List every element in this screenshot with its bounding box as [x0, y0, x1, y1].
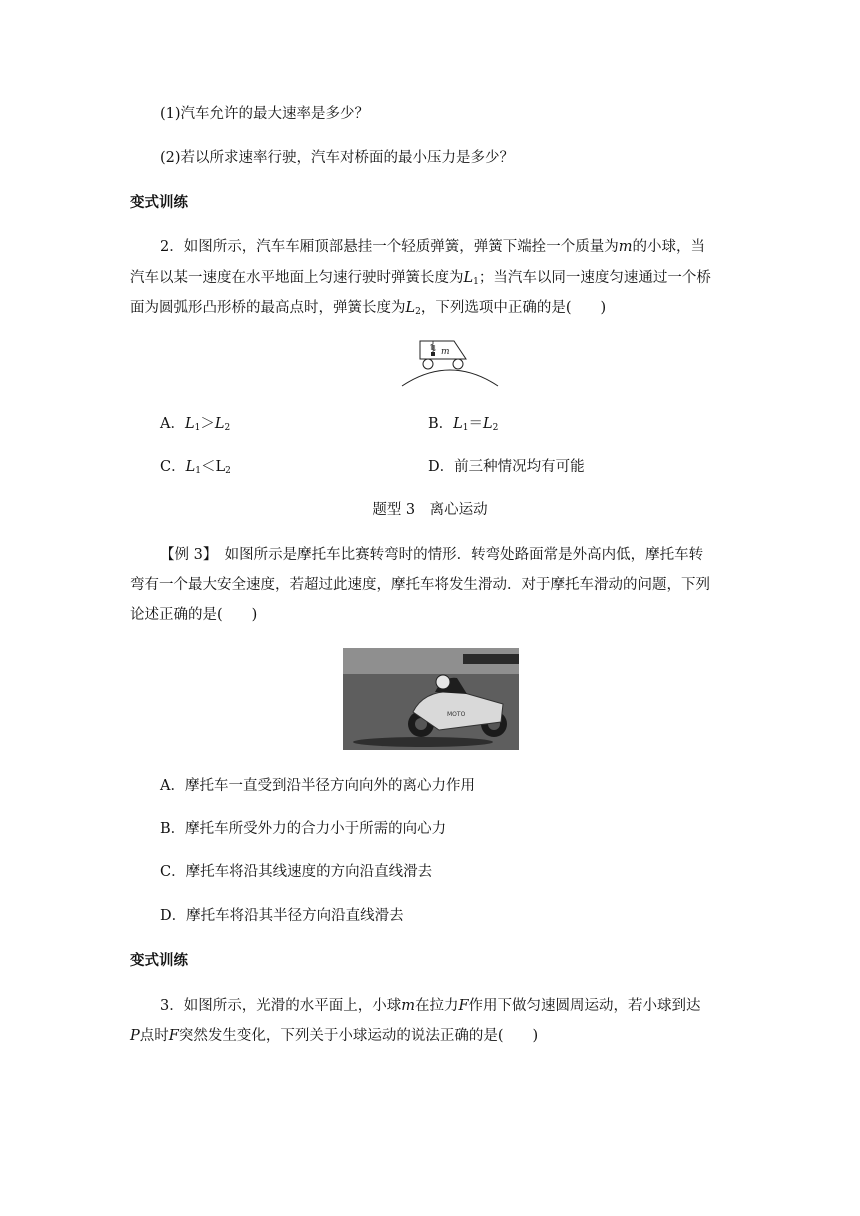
- photo-decal-text: MOTO: [447, 711, 466, 718]
- photo-banner: [463, 654, 519, 664]
- example-3-line3: 论述正确的是( ): [130, 607, 258, 623]
- section-heading-variant-1: 变式训练: [130, 195, 188, 211]
- example-3-option-d: D．摩托车将沿其半径方向沿直线滑去: [160, 908, 404, 924]
- q3-line2: P点时F突然发生变化，下列关于小球运动的说法正确的是( ): [130, 1028, 539, 1044]
- q2-option-d: D．前三种情况均有可能: [428, 459, 585, 475]
- car-on-bridge-figure: [400, 336, 500, 390]
- q1-part2: (2)若以所求速率行驶，汽车对桥面的最小压力是多少？: [160, 150, 515, 166]
- q2-line3: 面为圆弧形凸形桥的最高点时，弹簧长度为$L_2$，下列选项中正确的是( ): [130, 300, 607, 317]
- ball: [431, 352, 435, 356]
- example-3-line1: 【例 3】 如图所示是摩托车比赛转弯时的情形．转弯处路面常是外高内低，摩托车转: [160, 547, 704, 563]
- bridge-arc: [402, 370, 498, 386]
- section-heading-variant-2: 变式训练: [130, 953, 188, 969]
- mass-label: m: [441, 347, 450, 357]
- q1-part1: (1)汽车允许的最大速率是多少？: [160, 106, 370, 122]
- topic-3-title: 题型 3 离心运动: [372, 502, 488, 518]
- q2-line2: 汽车以某一速度在水平地面上匀速行驶时弹簧长度为$L_1$；当汽车以同一速度匀速通过一个桥: [130, 270, 711, 287]
- photo-helmet: [436, 675, 450, 689]
- example-3-option-a: A．摩托车一直受到沿半径方向向外的离心力作用: [160, 778, 475, 794]
- q2-option-c: C．$L_1<L_2$: [160, 459, 231, 476]
- q3-line1: 3．如图所示，光滑的水平面上，小球m在拉力F作用下做匀速圆周运动，若小球到达: [160, 998, 701, 1014]
- example-3-option-c: C．摩托车将沿其线速度的方向沿直线滑去: [160, 864, 433, 880]
- motorcycle-photo: [343, 648, 519, 750]
- q2-line1: 2．如图所示，汽车车厢顶部悬挂一个轻质弹簧，弹簧下端拴一个质量为m的小球，当: [160, 239, 705, 255]
- example-3-tag: 【例 3】: [160, 547, 211, 563]
- example-3-line2: 弯有一个最大安全速度，若超过此速度，摩托车将发生滑动．对于摩托车滑动的问题，下列: [130, 577, 710, 593]
- motorcycle-illustration: [343, 648, 519, 750]
- front-wheel: [423, 359, 433, 369]
- q2-option-a: A．$L_1>L_2$: [160, 416, 231, 433]
- rear-wheel: [453, 359, 463, 369]
- q2-option-b: B．$L_1=L_2$: [428, 416, 499, 433]
- photo-shadow: [353, 737, 493, 747]
- example-3-option-b: B．摩托车所受外力的合力小于所需的向心力: [160, 821, 447, 837]
